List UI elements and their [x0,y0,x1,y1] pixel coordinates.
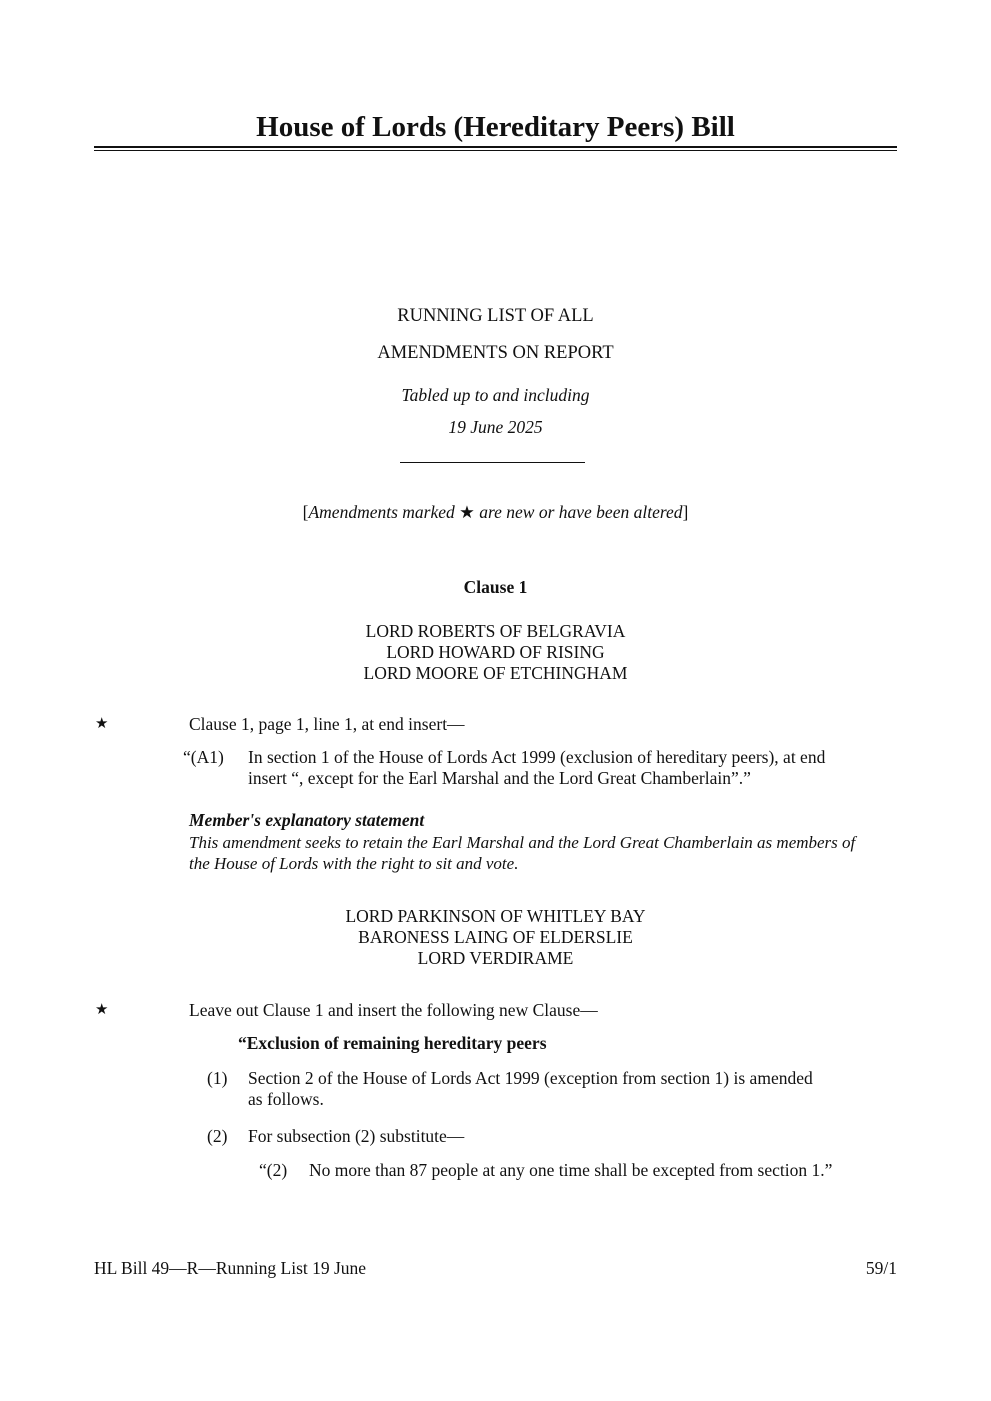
tabled-date: 19 June 2025 [448,417,543,437]
amendment-instruction: Clause 1, page 1, line 1, at end insert— [189,714,465,734]
subsection-line: as follows. [248,1089,324,1109]
sponsor-name: LORD HOWARD OF RISING [386,642,605,662]
subsection-text [248,1068,813,1110]
insert-line: insert “, except for the Earl Marshal and the Lord Great Chamberlain”.” [248,768,751,788]
sponsor-name: BARONESS LAING OF ELDERSLIE [358,927,633,947]
sponsor-name: LORD VERDIRAME [417,948,574,968]
sponsor-name: LORD PARKINSON OF WHITLEY BAY [345,906,646,926]
insert-line: In section 1 of the House of Lords Act 1999 (exclusion of hereditary peers), at end [248,747,826,767]
subsection-line: Section 2 of the House of Lords Act 1999 (exception from section 1) is amended [248,1068,813,1088]
subsection-number: (1) [207,1068,228,1088]
explanatory-heading: Member's explanatory statement [189,810,425,830]
cover-divider [400,462,585,463]
star-note [0,502,991,523]
new-clause-heading: “Exclusion of remaining hereditary peers [238,1033,547,1053]
title-rule-bottom [94,150,897,151]
insert-text [248,747,825,789]
amendment-instruction: Leave out Clause 1 and insert the following new Clause— [189,1000,598,1020]
sponsor-name: LORD MOORE OF ETCHINGHAM [363,663,628,683]
tabled-text: Tabled up to and including [401,385,590,405]
title-rule-top [94,146,897,148]
statement-line: This amendment seeks to retain the Earl Marshal and the Lord Great Chamberlain as members of [189,833,856,852]
bracket: [ [302,502,309,522]
bracket: ] [682,502,689,522]
quoted-number: “(2) [259,1160,288,1180]
note-text: are new or have been altered [479,502,683,522]
footer-bill-ref: HL Bill 49—R—Running List 19 June [94,1258,367,1278]
cover-line1: RUNNING LIST OF ALL [397,306,594,326]
subsection-number: (2) [207,1126,228,1146]
footer-page-number: 59/1 [865,1258,897,1278]
bill-title: House of Lords (Hereditary Peers) Bill [256,111,735,143]
explanatory-statement [189,832,855,874]
sponsor-list [0,621,991,684]
quoted-text: No more than 87 people at any one time shall be excepted from section 1.” [309,1160,833,1180]
subsection-text: For subsection (2) substitute— [248,1126,465,1146]
sponsor-name: LORD ROBERTS OF BELGRAVIA [365,621,626,641]
clause-heading: Clause 1 [463,577,528,597]
insert-number: “(A1) [183,747,224,767]
star-icon: ★ [459,502,475,522]
sponsor-list [0,906,991,969]
cover-line2: AMENDMENTS ON REPORT [377,343,614,363]
star-icon: ★ [95,1002,109,1018]
note-text: Amendments marked [308,502,455,522]
statement-line: the House of Lords with the right to sit and vote. [189,854,519,873]
star-icon: ★ [95,716,109,732]
